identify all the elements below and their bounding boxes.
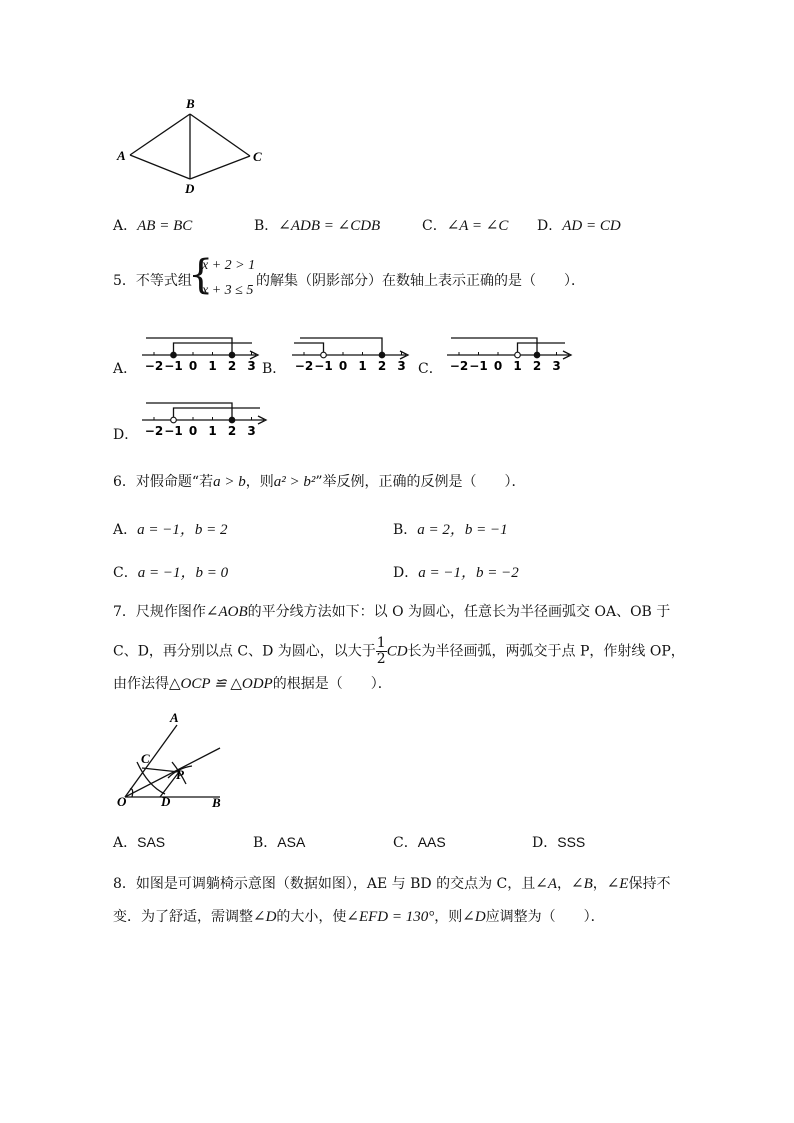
- q5-option-c-letter[interactable]: C．: [418, 361, 443, 377]
- upper-branch-c: [518, 343, 566, 355]
- tick-label-a: −1: [164, 359, 183, 373]
- q4-option-a[interactable]: A．AB = BC: [113, 218, 193, 234]
- q6-option-c[interactable]: C．a = −1，b = 0: [113, 565, 229, 581]
- tick-label-b: 2: [377, 359, 387, 373]
- q7-option-b[interactable]: B．ASA: [253, 834, 306, 851]
- tick-label-c: 0: [493, 359, 503, 373]
- tick-label-d: −1: [164, 424, 183, 438]
- endpoint-left-c: [515, 352, 521, 358]
- segment-ad: [130, 155, 190, 179]
- q7-line1: 7．尺规作图作∠AOB的平分线方法如下：以 O 为圆心，任意长为半径画弧交 OA、OB 于: [113, 604, 671, 620]
- endpoint-left-d: [171, 417, 177, 423]
- q7-option-d[interactable]: D．SSS: [532, 834, 586, 851]
- label-c: C: [141, 751, 150, 766]
- label-b: B: [212, 795, 221, 810]
- q5-prefix: 5．不等式组: [113, 273, 192, 289]
- q6-option-d[interactable]: D．a = −1，b = −2: [393, 565, 519, 581]
- left-branch-b: [294, 343, 324, 355]
- q7-line2: C、D，再分别以点 C、D 为圆心，以大于 $\frac{1}{2}$ CD长为半径画弧，两弧交于点 P，作射线 OP，: [113, 635, 685, 667]
- tick-label-b: −2: [294, 359, 314, 373]
- segment-dc: [190, 156, 250, 179]
- label-b: B: [186, 96, 195, 111]
- q4-option-d[interactable]: D．AD = CD: [537, 218, 621, 234]
- right-branch-b: [300, 338, 382, 355]
- segment-bc: [190, 114, 250, 156]
- endpoint-right-c: [534, 352, 540, 358]
- endpoint-right-a: [229, 352, 235, 358]
- tick-label-d: 1: [208, 424, 217, 438]
- endpoint-left-a: [171, 352, 177, 358]
- endpoint-right-d: [229, 417, 235, 423]
- tick-label-a: 1: [208, 359, 217, 373]
- q6-option-a[interactable]: A．a = −1，b = 2: [113, 522, 228, 538]
- one-half-fraction: $\frac{1}{2}$: [376, 635, 386, 667]
- q5-number-line-c[interactable]: [443, 333, 575, 377]
- segment-cp: [142, 768, 179, 772]
- tick-label-a: 3: [247, 359, 256, 373]
- tick-label-b: 1: [358, 359, 367, 373]
- tick-label-a: 2: [227, 359, 237, 373]
- q4-kite-figure: [110, 92, 280, 198]
- tick-label-c: 3: [552, 359, 561, 373]
- label-a: A: [117, 148, 126, 163]
- q5-number-line-d[interactable]: [138, 398, 270, 442]
- tick-label-d: 3: [247, 424, 256, 438]
- q8-line1: 8．如图是可调躺椅示意图（数据如图），AE 与 BD 的交点为 C，且∠A，∠B，∠E保持不: [113, 876, 671, 892]
- q7-bisector-figure: [108, 708, 238, 814]
- label-d: D: [161, 794, 171, 809]
- lower-branch-d: [146, 403, 232, 420]
- tick-label-c: 1: [513, 359, 522, 373]
- tick-label-a: 0: [188, 359, 198, 373]
- ray-oa: [125, 725, 177, 797]
- q5-option-b-letter[interactable]: B．: [262, 361, 287, 377]
- q7-option-a[interactable]: A．SAS: [113, 834, 166, 851]
- q5-option-d-letter[interactable]: D．: [113, 427, 139, 443]
- q7-line3: 由作法得△OCP ≌ △ODP的根据是（ ）．: [113, 676, 392, 692]
- q8-line2: 变．为了舒适，需调整∠D的大小，使∠EFD = 130°，则∠D应调整为（ ）．: [113, 909, 605, 925]
- endpoint-right-b: [379, 352, 385, 358]
- segment-ab: [130, 114, 190, 155]
- q5-system-line2: x + 3 ≤ 5: [202, 283, 254, 298]
- label-o: O: [117, 794, 127, 809]
- ray-op: [125, 748, 220, 797]
- tick-label-c: 2: [532, 359, 542, 373]
- q6-option-b[interactable]: B．a = 2，b = −1: [393, 522, 508, 538]
- tick-label-b: 3: [397, 359, 406, 373]
- endpoint-left-b: [321, 352, 327, 358]
- label-d: D: [185, 181, 195, 196]
- q6-stem: 6．对假命题“若a > b，则a² > b²”举反例，正确的反例是（ ）．: [113, 474, 526, 490]
- label-c: C: [253, 149, 262, 164]
- q4-option-b[interactable]: B．∠ADB = ∠CDB: [254, 218, 381, 234]
- tick-label-c: −2: [449, 359, 469, 373]
- upper-branch-d: [174, 408, 261, 420]
- q4-option-c[interactable]: C．∠A = ∠C: [422, 218, 509, 234]
- q5-option-a-letter[interactable]: A．: [113, 361, 138, 377]
- tick-label-d: 2: [227, 424, 237, 438]
- label-p: P: [176, 767, 184, 782]
- system-brace: {: [188, 252, 214, 298]
- label-a: A: [170, 710, 179, 725]
- q5-number-line-a[interactable]: [138, 333, 262, 377]
- tick-label-a: −2: [144, 359, 164, 373]
- q7-option-c[interactable]: C．AAS: [393, 834, 446, 851]
- tick-label-c: −1: [469, 359, 488, 373]
- q5-system-line1: x + 2 > 1: [202, 258, 256, 273]
- tick-label-d: 0: [188, 424, 198, 438]
- lower-branch-a: [146, 338, 232, 355]
- lower-branch-c: [451, 338, 537, 355]
- tick-label-b: −1: [314, 359, 333, 373]
- q5-number-line-b[interactable]: [288, 333, 412, 377]
- q5-suffix: 的解集（阴影部分）在数轴上表示正确的是（ ）．: [256, 273, 585, 289]
- tick-label-d: −2: [144, 424, 164, 438]
- tick-label-b: 0: [338, 359, 348, 373]
